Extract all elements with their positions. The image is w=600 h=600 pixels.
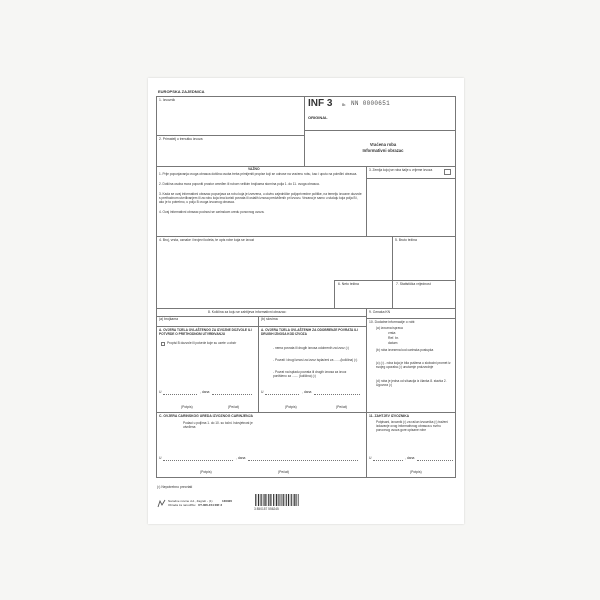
form-sheet — [148, 78, 464, 524]
section-a-checkbox[interactable] — [161, 342, 165, 346]
serial-number: NN 0000651 — [351, 100, 391, 107]
section-c-heading: C. OVJERA CARINSKOG UREDA IZVOZNOG CARINJENJA — [159, 414, 253, 418]
important-item-3: 3. Kada se ovaj informativni obrazac popunjava za robu koja je izvezena, u okviru zajedničke poljoprivredne politike, na temelju izvozne dozvole s prethodnom utvrđivanjem ili za robu koja ima koristi povrata ili ostalih iznosa predviđenih pri izvozu. Vezana je samo u slučaju koja polja B i, ako je to potrebno, u polju B ovoga izvoznog obrasca. — [159, 192, 362, 204]
box10-item-d: (d) roba je jedna od situacija iz članka 8. stavka 2. Ugovora (¹) — [376, 379, 447, 387]
section-c-body: Podaci u poljima 1. do 10. su točni. Istovjetnost je utvrđena — [183, 421, 253, 429]
section-b-item-3: - Povrat na ispladu povrata ili drugih iznosa za izvoz poništeno za ....... (količina) (¹) — [273, 370, 347, 378]
country-code-field[interactable] — [444, 169, 451, 175]
box8a-figures-label: (a) brojkama — [159, 317, 179, 321]
section-b-item-2: - Povrati i drugi iznosi za izvoz isplaćeni za .......(količina) (¹) — [273, 358, 358, 362]
box3-country-label: 3. Zemlja kojoj se roba šalje u vrijeme izvoza — [369, 168, 433, 172]
important-item-2: 2. Dotična osoba mora popuniti prostor omeđen ili ruborn velikim brojkama stornina polja 1. do 11. ovoga obrasca. — [159, 182, 320, 186]
section-c-stamp-label: (Pečat) — [278, 470, 289, 474]
box10-item-a: (a) izvozna isprava — [376, 326, 403, 330]
box11-date-label: , dana — [405, 456, 415, 460]
section-a-checkbox-label: Propisi B dozvole ili potvrde koje su uzete u obzir — [167, 341, 237, 345]
box8-quantity-label: 8. Količina za koju se zahtijeva informativni obrazac: — [208, 310, 287, 314]
publisher-code: 130320 — [222, 499, 233, 503]
goods-description-field[interactable] — [159, 244, 389, 304]
box5-gross-weight-label: 5. Bruto težina — [395, 238, 417, 242]
section-b-signature-label: (Potpis) — [285, 405, 297, 409]
consignee-field[interactable] — [159, 143, 301, 165]
barcode-icon — [255, 494, 299, 506]
box10-additional-info-label: 10. Dodatne informacije o robi: — [369, 320, 416, 324]
exporter-field[interactable] — [159, 104, 301, 134]
box8b-words-label: (b) slovima — [261, 317, 278, 321]
section-b-item-1: - nema povrata ili drugih iznosa odobrenih za izvoz (¹) — [273, 346, 349, 350]
region-label: EUROPSKA ZAJEDNICA — [158, 89, 205, 94]
box10-ref-label: Ref. br. — [388, 336, 399, 340]
section-a-place-label: U — [159, 390, 162, 394]
title-line1: Vraćena roba — [369, 142, 397, 147]
section-a-date-label: , dana — [200, 390, 210, 394]
publisher-logo-icon — [157, 499, 166, 508]
serial-prefix: Br. — [342, 103, 347, 107]
barcode-number: 3 850157 556245 — [254, 507, 279, 511]
box6-net-weight-label: 6. Neto težina — [338, 282, 359, 286]
section-a-signature-label: (Potpis) — [181, 405, 193, 409]
section-b-stamp-label: (Pečat) — [336, 405, 347, 409]
important-item-1: 1. Prije popunjavanja ovoga obrasca dotična osoba treba primijeniti propise koji se odnose na vraćenu robu, kao i uputu na poleđini obrasca. — [159, 172, 358, 176]
box1-exporter-label: 1. Izvoznik — [159, 98, 176, 102]
section-c-signature-label: (Potpis) — [200, 470, 212, 474]
original-label: ORIGINAL — [308, 115, 328, 120]
order-code: UT-306-154 INF 3 — [198, 503, 223, 507]
form-code: INF 3 — [308, 98, 333, 109]
box11-heading: 11. ZAHTJEV IZVOZNIKA — [369, 414, 410, 418]
section-b-place-label: U — [261, 390, 264, 394]
title-line2: Informativni obrazac — [362, 148, 404, 153]
order-label: Obrada za narudžbu: — [168, 503, 197, 507]
section-c-place-label: U — [159, 456, 162, 460]
box11-signature-label: (Potpis) — [410, 470, 422, 474]
section-a-heading: A. OVJERA TIJELA OVLAŠTENOG ZA IZVOZNE DOZVOLE ILI POTVRDE O PRETHODNOM UTVRĐIVANJU — [159, 328, 252, 336]
footnote: (¹) Nepotrebno precrtati — [157, 485, 193, 489]
publisher-label: Narodne novine d.d., Zagreb - (1) — [168, 499, 213, 503]
box2-consignee-label: 2. Primatelj u trenutku izvoza — [159, 137, 203, 141]
box9-cn-code-label: 9. Oznaka KN — [369, 310, 391, 314]
important-item-4: 4. Ovaj informativni obrazac podnosi se carinskom uredu ponovnog uvoza. — [159, 210, 265, 214]
box10-item-b: (b) roba izvezena kod carinska postupka — [376, 348, 434, 352]
box11-place-label: U — [369, 456, 372, 460]
box10-type-label: vrsta — [388, 331, 396, 335]
section-b-heading: A. OVJERA TIJELA OVLAŠTENIH ZA ODOBRENJE POVRATA ILI DRUGIH IZNOSA KOD IZVOZA — [261, 328, 358, 336]
section-b-date-label: , dana — [302, 390, 312, 394]
section-c-date-label: , dana — [236, 456, 246, 460]
box10-item-c: (c) (¹) - roba koja je bila puštena u slobodni promet iz svojeg uporaba (¹) unutarnje proizvodnje — [376, 361, 451, 369]
section-a-stamp-label: (Pečat) — [228, 405, 239, 409]
important-heading: VAŽNO — [248, 167, 260, 171]
box10-date-label: datum — [388, 341, 398, 345]
box11-body: Potpisani, izvoznik (¹) za račun izvoznika (¹) traženi izdavanje ovog informativnog obrasca u svrhu ponovnog uvoza gore opisane robe — [376, 420, 448, 432]
box4-goods-label: 4. Broj, vrsta, oznake i brojevi koleta, te opis robe koja se izvozi — [159, 238, 255, 242]
box7-statistical-value-label: 7. Statistička vrijednost — [396, 282, 431, 286]
